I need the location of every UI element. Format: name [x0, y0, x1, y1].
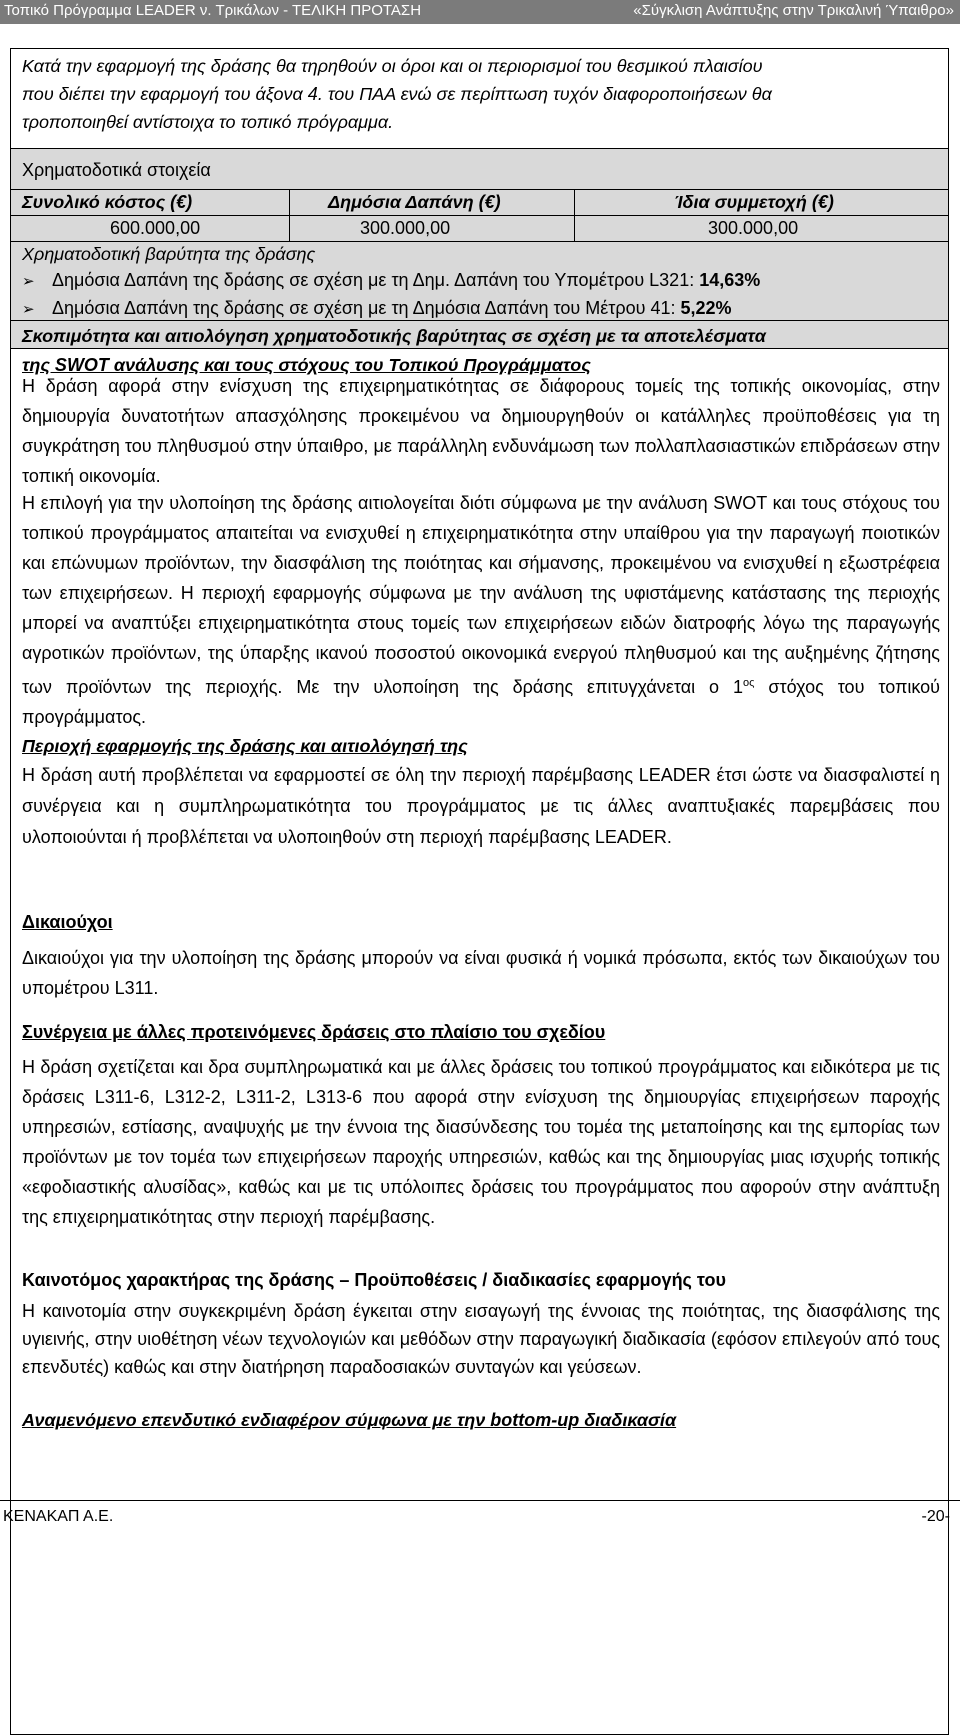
weight-title: Χρηματοδοτική βαρύτητα της δράσης [22, 244, 316, 264]
investment-title: Αναμενόμενο επενδυτικό ενδιαφέρον σύμφωνα με την bottom-up διαδικασία [22, 1410, 677, 1430]
intro-paragraph [22, 52, 940, 136]
bullet-text: Δημόσια Δαπάνη της δράσης σε σχέση με τη Δημόσια Δαπάνη του Μέτρου 41: [52, 298, 681, 318]
col-own-contribution: Ίδια συμμετοχή (€) [674, 192, 834, 212]
header-left-text: Τοπικό Πρόγραμμα LEADER ν. Τρικάλων - ΤΕΛΙΚΗ ΠΡΟΤΑΣΗ [4, 2, 422, 19]
financial-title: Χρηματοδοτικά στοιχεία [22, 160, 211, 180]
section-divider [10, 320, 949, 321]
col-total-cost: Συνολικό κόστος (€) [22, 192, 193, 212]
intro-line: που διέπει την εφαρμογή του άξονα 4. του ΠΑΑ ενώ σε περίπτωση τυχόν διαφοροποιήσεων θα [22, 84, 772, 104]
bullet-value: 5,22% [680, 298, 732, 318]
value-total-cost: 600.000,00 [110, 218, 201, 238]
intro-line: Κατά την εφαρμογή της δράσης θα τηρηθούν οι όροι και οι περιορισμοί του θεσμικού πλαισίου [22, 56, 763, 76]
swot-title-line: Σκοπιμότητα και αιτιολόγηση χρηματοδοτικής βαρύτητας σε σχέση με τα αποτελέσματα [22, 326, 766, 346]
document-header [0, 0, 960, 24]
intro-line: τροποποιηθεί αντίστοιχα το τοπικό πρόγραμμα. [22, 112, 394, 132]
beneficiaries-paragraph: Δικαιούχοι για την υλοποίηση της δράσης μπορούν να είναι φυσικά ή νομικά πρόσωπα, εκτός των δικαιούχων του υπομέτρου L311. [22, 948, 940, 998]
swot-paragraph-2: Η επιλογή για την υλοποίηση της δράσης αιτιολογείται διότι σύμφωνα με την ανάλυση SWOT και τους στόχους του τοπικού προγράμματος απαιτείται να ενισχυθεί η επιχειρηματικότητα στην υπαίθρου για την παραγωγή ποιοτικών και επώνυμων προϊόντων, την διασφάλιση της ποιότητας και σήμανσης, προκειμένου να ενισχυθεί η εξωστρέφεια των επιχειρήσεων. Η περιοχή εφαρμογής σύμφωνα με την ανάλυση της υφιστάμενης κατάστασης της περιοχής μπορεί να αναπτύξει επιχειρηματικότητα στους τομείς των επιχειρήσεων ειδών διατροφής λόγω της παραγωγής αγροτικών προϊόντων, της ύπαρξης ικανού ποσοστού οικονομικά ενεργού πληθυσμού και της αυξημένης ζήτησης των προϊόντων της περιοχής. Με την υλοποίηση της δράσης επιτυγχάνεται ο $1^{o\varsigma}$ στόχος του τοπικού προγράμματος. [22, 493, 941, 727]
synergy-title: Συνέργεια με άλλες προτεινόμενες δράσεις στο πλαίσιο του σχεδίου [22, 1022, 606, 1042]
financial-table [10, 189, 949, 242]
page-number: -20- [921, 1508, 950, 1525]
weight-bullet-1 [22, 270, 760, 291]
header-right-text: «Σύγκλιση Ανάπτυξης στην Τρικαλινή Ύπαιθρο» [633, 2, 954, 19]
value-public-expense: 300.000,00 [360, 218, 451, 238]
weight-bullet-2 [22, 298, 732, 319]
table-border [10, 241, 949, 242]
col-public-expense: Δημόσια Δαπάνη (€) [328, 192, 501, 212]
table-values-row [10, 216, 949, 241]
arrow-bullet-icon: ➢ [22, 272, 35, 290]
footer-divider [0, 1500, 960, 1501]
table-header-row [10, 190, 949, 215]
scope-title: Περιοχή εφαρμογής της δράσης και αιτιολόγησή της [22, 736, 468, 756]
innovation-title: Καινοτόμος χαρακτήρας της δράσης – Προϋποθέσεις / διαδικασίες εφαρμογής του [22, 1270, 726, 1290]
synergy-paragraph: Η δράση σχετίζεται και δρα συμπληρωματικά και με άλλες δράσεις του τοπικού προγράμματος και ειδικότερα με τις δράσεις L311-6, L312-2, L311-2, L313-6 που αφορά στην ενίσχυση της δημιουργίας επιχειρήσεων παροχής υπηρεσιών, εστίασης, αναψυχής με την έννοια της διασύνδεσης του τομέα της μεταποίησης και της εμπορίας των προϊόντων με τον τομέα των επιχειρήσεων παροχής υπηρεσιών, καθώς και της δημιουργίας μιας ισχυρής τοπικής «εφοδιαστικής αλυσίδας», καθώς και με τις υπόλοιπες δράσεις του προγράμματος που αφορούν στην ανάπτυξη της επιχειρηματικότητας στην περιοχή παρέμβασης. [22, 1057, 940, 1227]
scope-paragraph: Η δράση αυτή προβλέπεται να εφαρμοστεί σε όλη την περιοχή παρέμβασης LEADER έτσι ώστε να διασφαλιστεί η συνέργεια και η συμπληρωματικότητα του προγράμματος με τις άλλες αναπτυξιακές παρεμβάσεις που υλοποιούνται ή προβλέπεται να υλοποιηθούν στη περιοχή παρέμβασης LEADER. [22, 765, 940, 847]
innovation-paragraph: Η καινοτομία στην συγκεκριμένη δράση έγκειται στην εισαγωγή της έννοιας της ποιότητας, της διασφάλισης της υγιεινής, στην υιοθέτηση νέων τεχνολογιών και μεθόδων στην παραγωγική διαδικασία (εφόσον επιλεγούν από τους επενδυτές) καθώς και στην διατήρηση παραδοσιακών συνταγών και γεύσεων. [22, 1301, 940, 1377]
arrow-bullet-icon: ➢ [22, 300, 35, 318]
swot-paragraph-1: Η δράση αφορά στην ενίσχυση της επιχειρηματικότητας σε διάφορους τομείς της τοπικής οικονομίας, στην δημιουργία δυνατοτήτων απασχόλησης προκειμένου να δημιουργηθούν οι κατάλληλες προϋποθέσεις για τη συγκράτηση του πληθυσμού στην ύπαιθρο, με παράλληλη ενδυνάμωση των πολλαπλασιαστικών επιδράσεων στην τοπική οικονομία. [22, 376, 940, 486]
value-own-contribution: 300.000,00 [708, 218, 799, 238]
swot-title-line: της SWOT ανάλυσης και τους στόχους του Τοπικού Προγράμματος [22, 355, 591, 375]
footer-company: ΚΕΝΑΚΑΠ Α.Ε. [3, 1508, 114, 1525]
bullet-text: Δημόσια Δαπάνη της δράσης σε σχέση με τη Δημ. Δαπάνη του Υπομέτρου L321: [52, 270, 700, 290]
beneficiaries-title: Δικαιούχοι [22, 912, 113, 932]
bullet-value: 14,63% [699, 270, 761, 290]
